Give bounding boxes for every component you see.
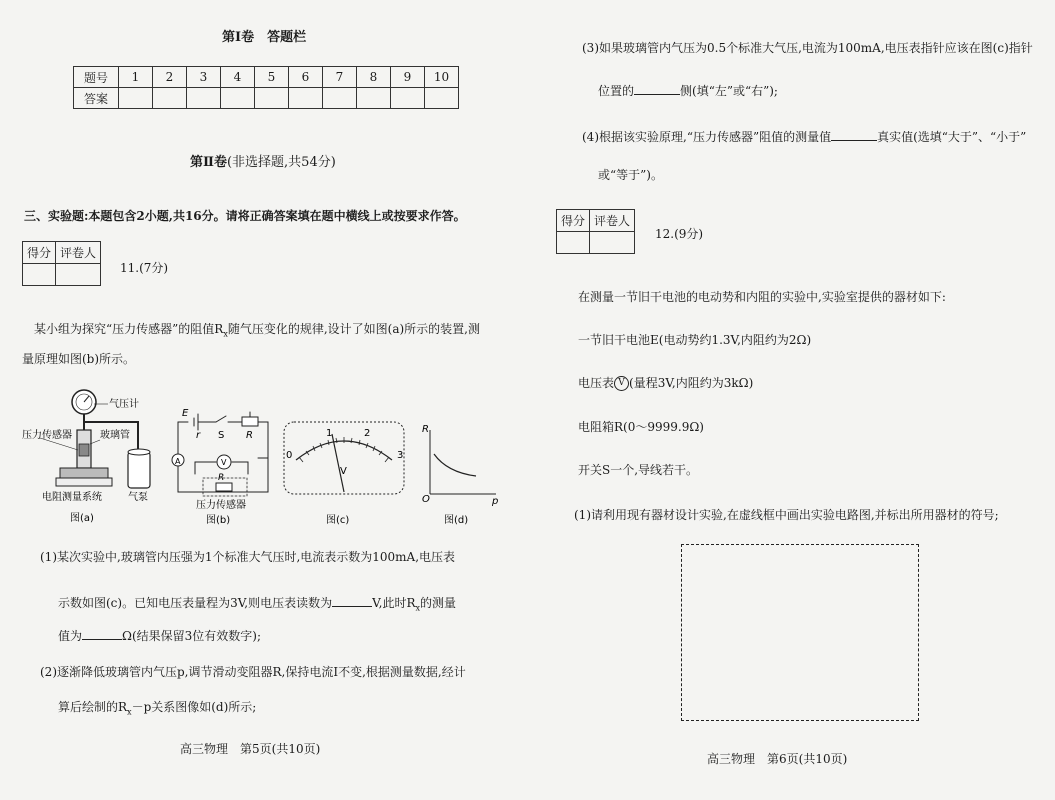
meter-label-V: V bbox=[340, 466, 347, 477]
intro-text: 某小组为探究“压力传感器”的阻值R bbox=[34, 322, 224, 336]
caption-d: 图(d) bbox=[444, 515, 469, 526]
answer-blank-compare[interactable] bbox=[831, 128, 877, 141]
answer-cell[interactable] bbox=[187, 88, 221, 109]
answer-table-row-label: 题号 bbox=[74, 67, 119, 88]
section3-instructions: 三、实验题:本题包含2小题,共16分。请将正确答案填在题中横线上或按要求作答。 bbox=[24, 209, 466, 223]
answer-table-number: 3 bbox=[187, 67, 221, 88]
label-axis-p: p bbox=[492, 496, 499, 507]
grader-header: 评卷人 bbox=[56, 242, 101, 264]
q1-line1: (1)某次实验中,玻璃管内压强为1个标准大气压时,电流表示数为100mA,电压表 bbox=[40, 550, 456, 564]
q12-label: 12.(9分) bbox=[655, 227, 704, 241]
q1-text: V,此时R bbox=[372, 596, 416, 610]
q1-subscript: x bbox=[415, 603, 421, 613]
label-pump: 气泵 bbox=[128, 492, 148, 503]
page-footer-left: 高三物理 第5页(共10页) bbox=[180, 742, 321, 756]
q12-item-battery: 一节旧干电池E(电动势约1.3V,内阻约为2Ω) bbox=[578, 333, 812, 347]
answer-table-number: 2 bbox=[153, 67, 187, 88]
q3-line1: (3)如果玻璃管内气压为0.5个标准大气压,电流为100mA,电压表指针应该在图(c)指针 bbox=[582, 41, 1033, 55]
figure-d bbox=[422, 424, 498, 526]
label-V: V bbox=[221, 458, 227, 467]
answer-blank-side[interactable] bbox=[634, 82, 680, 95]
meter-needle bbox=[332, 434, 344, 492]
answer-table-number: 7 bbox=[323, 67, 357, 88]
answer-sheet-title: 第Ⅰ卷 答题栏 bbox=[222, 30, 307, 45]
meter-label-0: 0 bbox=[286, 450, 293, 461]
q2-text: 算后绘制的R bbox=[58, 700, 128, 714]
label-S: S bbox=[218, 430, 225, 441]
answer-cell[interactable] bbox=[357, 88, 391, 109]
q1-line3 bbox=[58, 627, 261, 644]
label-E: E bbox=[182, 408, 189, 419]
label-tube: 玻璃管 bbox=[100, 430, 130, 441]
q1-text: 的测量 bbox=[420, 596, 457, 610]
score-box-q11 bbox=[22, 241, 101, 286]
answer-table-number: 8 bbox=[357, 67, 391, 88]
label-R: R bbox=[246, 430, 253, 441]
score-cell[interactable] bbox=[23, 264, 56, 286]
label-Rx: R bbox=[218, 473, 225, 483]
score-box-q12 bbox=[556, 209, 635, 254]
answer-cell[interactable] bbox=[323, 88, 357, 109]
label-A: A bbox=[175, 457, 181, 466]
score-cell[interactable] bbox=[557, 232, 590, 254]
voltmeter-symbol-icon: V bbox=[614, 376, 629, 391]
answer-table-number: 1 bbox=[119, 67, 153, 88]
q4-line1 bbox=[582, 128, 1026, 145]
label-r: r bbox=[196, 430, 201, 441]
q1-text: 示数如图(c)。已知电压表量程为3V,则电压表读数为 bbox=[58, 596, 333, 610]
figure-b bbox=[172, 408, 268, 526]
label-gauge: 气压计 bbox=[109, 399, 139, 410]
q1-line2 bbox=[58, 594, 456, 612]
grader-header: 评卷人 bbox=[590, 210, 635, 232]
q3-text: 侧(填“左”或“右”); bbox=[680, 84, 778, 98]
answer-cell[interactable] bbox=[289, 88, 323, 109]
q11-intro-line2: 量原理如图(b)所示。 bbox=[22, 352, 136, 366]
answer-cell[interactable] bbox=[153, 88, 187, 109]
answer-cell[interactable] bbox=[425, 88, 459, 109]
q1-text: 值为 bbox=[58, 629, 83, 643]
intro-text: 随气压变化的规律,设计了如图(a)所示的装置,测 bbox=[227, 322, 480, 336]
q12-intro: 在测量一节旧干电池的电动势和内阻的实验中,实验室提供的器材如下: bbox=[578, 290, 946, 304]
circuit-drawing-box[interactable] bbox=[681, 544, 919, 721]
pump-icon bbox=[128, 452, 150, 488]
q12-item-resistance-box: 电阻箱R(0～9999.9Ω) bbox=[578, 420, 704, 434]
meter-label-1: 1 bbox=[326, 428, 333, 439]
score-header: 得分 bbox=[23, 242, 56, 264]
q12-part1: (1)请利用现有器材设计实验,在虚线框中画出实验电路图,并标出所用器材的符号; bbox=[574, 508, 999, 522]
q1-text: Ω(结果保留3位有效数字); bbox=[122, 629, 262, 643]
answer-cell[interactable] bbox=[255, 88, 289, 109]
label-origin: O bbox=[422, 494, 430, 505]
meter-label-3: 3 bbox=[397, 450, 404, 461]
figure-c bbox=[284, 422, 404, 526]
score-header: 得分 bbox=[557, 210, 590, 232]
answer-table-answer-row bbox=[74, 88, 459, 109]
meter-frame bbox=[284, 422, 404, 494]
q2-subscript: x bbox=[127, 707, 132, 717]
caption-b: 图(b) bbox=[206, 515, 231, 526]
label-sensor: 压力传感器 bbox=[22, 430, 72, 441]
q11-label: 11.(7分) bbox=[120, 261, 169, 275]
label-axis-R: R bbox=[422, 424, 429, 435]
platform-icon bbox=[60, 468, 108, 478]
item-text: 电压表 bbox=[578, 376, 615, 390]
label-system: 电阻测量系统 bbox=[42, 492, 102, 503]
q4-line2: 或“等于”)。 bbox=[598, 168, 663, 182]
answer-blank-voltage[interactable] bbox=[332, 594, 372, 607]
rx-p-curve bbox=[434, 454, 476, 476]
caption-a: 图(a) bbox=[70, 513, 94, 524]
q11-intro-line1 bbox=[34, 320, 480, 338]
answer-table-number: 6 bbox=[289, 67, 323, 88]
part2-note: (非选择题,共54分) bbox=[226, 155, 336, 170]
q12-item-switch: 开关S一个,导线若干。 bbox=[578, 463, 699, 477]
label-sensor-b: 压力传感器 bbox=[196, 500, 246, 511]
q4-text: (4)根据该实验原理,“压力传感器”阻值的测量值 bbox=[582, 130, 832, 144]
q3-line2 bbox=[598, 82, 778, 99]
answer-blank-resistance[interactable] bbox=[82, 627, 122, 640]
answer-cell[interactable] bbox=[391, 88, 425, 109]
q4-text: 真实值(选填“大于”、“小于” bbox=[877, 130, 1027, 144]
q11-figures bbox=[20, 382, 510, 532]
caption-c: 图(c) bbox=[326, 515, 350, 526]
answer-table bbox=[73, 66, 459, 109]
answer-cell[interactable] bbox=[119, 88, 153, 109]
answer-table-number: 5 bbox=[255, 67, 289, 88]
meter-label-2: 2 bbox=[364, 428, 371, 439]
intro-subscript: x bbox=[223, 329, 228, 339]
item-text: (量程3V,内阻约为3kΩ) bbox=[629, 376, 754, 390]
answer-cell[interactable] bbox=[221, 88, 255, 109]
answer-table-number: 10 bbox=[425, 67, 459, 88]
answer-table-number: 4 bbox=[221, 67, 255, 88]
q2-text: －p关系图像如(d)所示; bbox=[131, 700, 257, 714]
answer-table-row-label: 答案 bbox=[74, 88, 119, 109]
meter-scale bbox=[296, 441, 392, 460]
q2-line1: (2)逐渐降低玻璃管内气压p,调节滑动变阻器R,保持电流I不变,根据测量数据,经计 bbox=[40, 665, 466, 679]
q3-text: 位置的 bbox=[598, 84, 635, 98]
part2-heading bbox=[190, 151, 336, 170]
q2-line2 bbox=[58, 698, 256, 716]
part2-title: 第Ⅱ卷 bbox=[190, 155, 227, 170]
answer-table-number-row bbox=[74, 67, 459, 88]
q12-item-voltmeter bbox=[578, 374, 753, 391]
grader-cell[interactable] bbox=[590, 232, 635, 254]
sensor-icon bbox=[79, 444, 89, 456]
grader-cell[interactable] bbox=[56, 264, 101, 286]
page-footer-right: 高三物理 第6页(共10页) bbox=[707, 752, 848, 766]
figure-a bbox=[22, 390, 150, 524]
answer-table-number: 9 bbox=[391, 67, 425, 88]
